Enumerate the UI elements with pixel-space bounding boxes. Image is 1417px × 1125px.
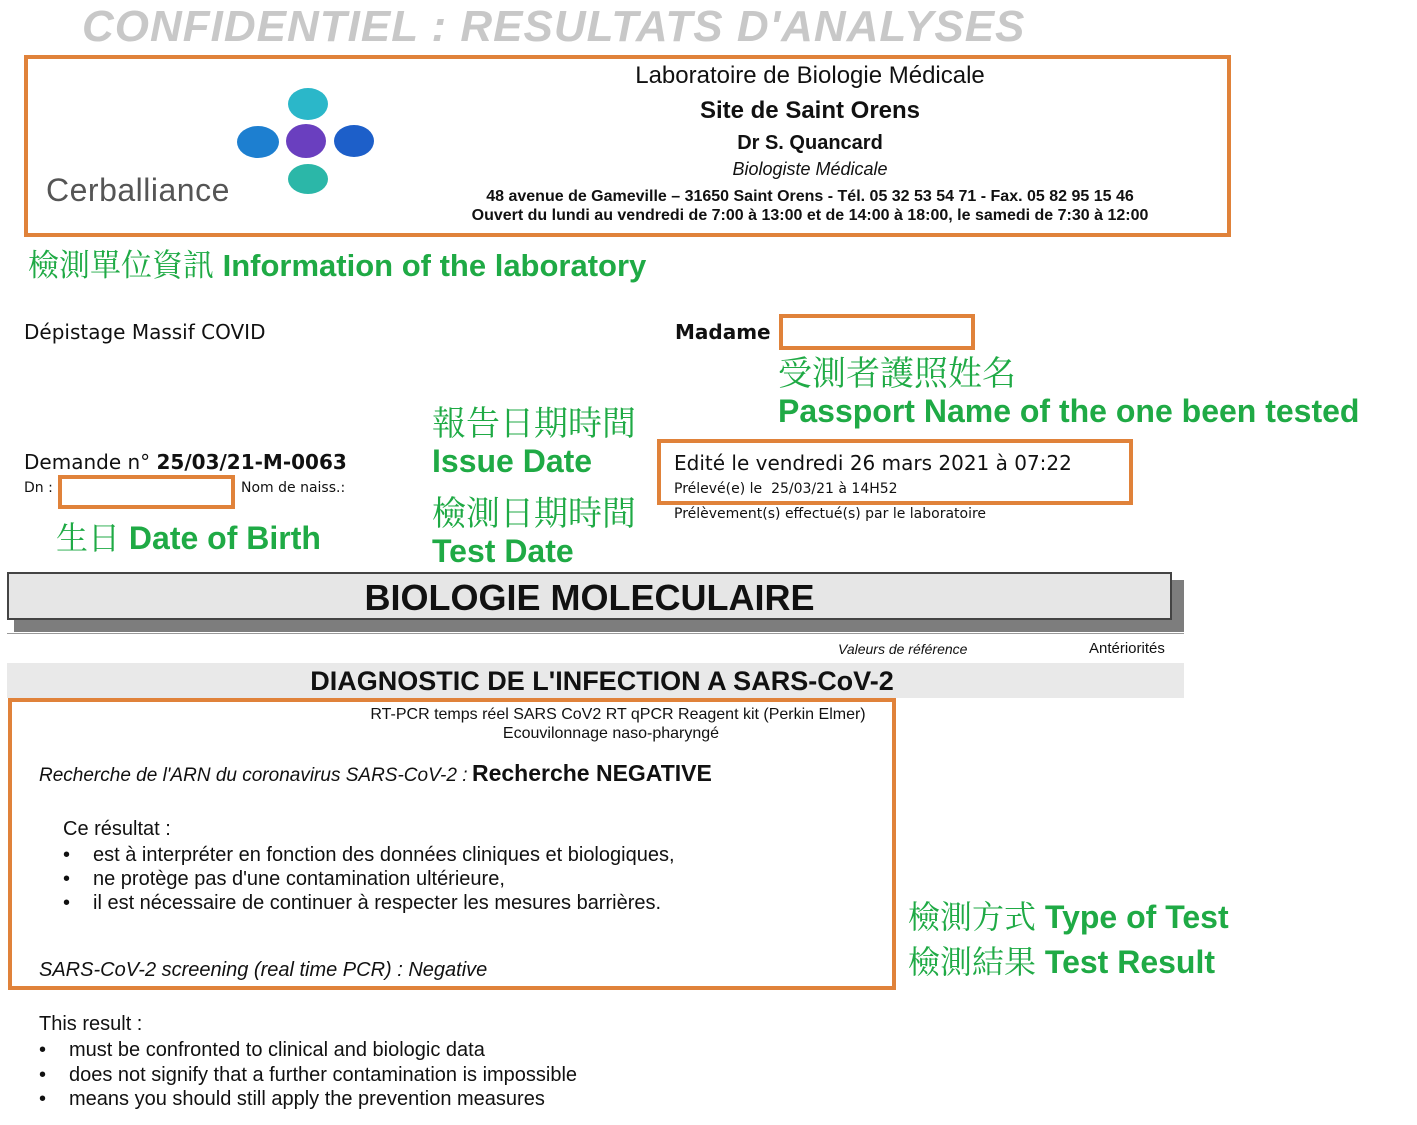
lab-info-annotation [28,240,646,285]
type-annotation [908,892,1229,938]
en-result-list [39,1038,577,1112]
dob-box [58,475,235,509]
fr-result-list [63,843,675,915]
dn-label: Dn : [24,480,53,496]
confidential-watermark: CONFIDENTIEL : RESULTATS D'ANALYSES [82,2,1026,51]
test-annotation-cjk: 檢測日期時間 [432,494,636,534]
issue-annotation-en: Issue Date [432,443,593,479]
edited-date: Edité le vendredi 26 mars 2021 à 07:22 [674,451,1072,475]
sampled-value: 25/03/21 à 14H52 [771,481,898,497]
list-item: • est à interpréter en fonction des données cliniques et biologiques, [63,843,675,867]
request-value: 25/03/21-M-0063 [156,450,347,474]
cerballiance-logo-text: Cerballiance [46,172,230,208]
section-underline [7,633,1184,634]
issue-annotation-cjk: 報告日期時間 [432,404,636,444]
cerballiance-logo-icon [230,86,380,196]
result-annotation-en: Test Result [1044,944,1216,980]
list-item: • does not signify that a further contamination is impossible [39,1063,577,1088]
request-label: Demande n° [24,450,151,474]
result-annotation [908,937,1215,983]
section-title: BIOLOGIE MOLECULAIRE [364,577,815,618]
type-annotation-cjk: 檢測方式 [908,898,1037,936]
request-number [24,450,347,474]
passport-annotation-en: Passport Name of the one been tested [778,393,1360,429]
list-item: • means you should still apply the prevention measures [39,1087,577,1112]
sampled-date [674,481,898,497]
dob-annotation-en: Date of Birth [128,520,321,556]
patient-name-box [779,314,975,350]
list-item: • ne protège pas d'une contamination ultérieure, [63,867,675,891]
reference-values-label: Valeurs de référence [838,641,968,657]
lab-hours: Ouvert du lundi au vendredi de 7:00 à 13:00 et de 14:00 à 18:00, le samedi de 7:30 à 12:00 [471,207,1149,224]
test-annotation-en: Test Date [432,533,574,569]
campaign-label: Dépistage Massif COVID [24,320,266,344]
diagnostic-subtitle: DIAGNOSTIC DE L'INFECTION A SARS-CoV-2 [310,666,894,696]
type-annotation-en: Type of Test [1044,899,1229,935]
lab-doctor-title: Biologiste Médicale [732,159,888,179]
en-result-intro: This result : [39,1013,143,1035]
dob-annotation-cjk: 生日 [56,519,121,557]
performed-by: Prélèvement(s) effectué(s) par le laboratoire [674,506,987,522]
screening-result: SARS-CoV-2 screening (real time PCR) : Negative [39,959,488,981]
rna-search-value: Recherche NEGATIVE [471,760,712,786]
birth-name-label: Nom de naiss.: [241,480,346,496]
list-item: • il est nécessaire de continuer à respecter les mesures barrières. [63,891,675,915]
previous-results-label: Antériorités [1089,640,1165,657]
test-method: RT-PCR temps réel SARS CoV2 RT qPCR Reagent kit (Perkin Elmer) [370,706,866,723]
result-annotation-cjk: 檢測結果 [908,943,1037,981]
lab-name: Laboratoire de Biologie Médicale [635,62,985,89]
salutation: Madame [675,320,771,344]
lab-info-annotation-cjk: 檢測單位資訊 [28,248,214,284]
passport-annotation-cjk: 受測者護照姓名 [778,354,1016,394]
lab-address: 48 avenue de Gameville – 31650 Saint Orens - Tél. 05 32 53 54 71 - Fax. 05 82 95 15 46 [486,188,1134,205]
fr-result-intro: Ce résultat : [63,818,171,840]
sampled-label: Prélevé(e) le [674,481,763,497]
list-item: • must be confronted to clinical and biologic data [39,1038,577,1063]
lab-site: Site de Saint Orens [699,97,921,124]
rna-search-label: Recherche de l'ARN du coronavirus SARS-CoV-2 : [39,765,468,786]
sample-method: Ecouvilonnage naso-pharyngé [502,725,720,742]
lab-doctor: Dr S. Quancard [737,132,883,154]
rna-search-line [39,760,712,787]
dob-annotation [56,513,321,559]
lab-info-annotation-en: Information of the laboratory [222,248,647,283]
